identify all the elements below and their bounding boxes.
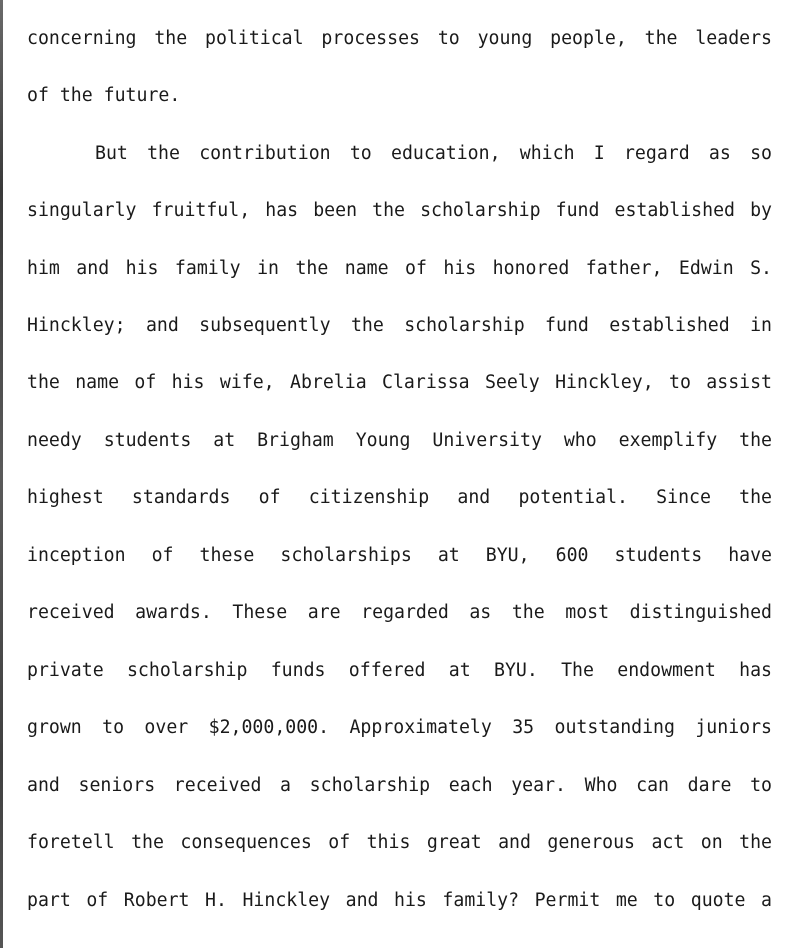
text-line-12: private scholarship funds offered at BYU. The endowment has [27, 660, 772, 681]
text-line-11: received awards. These are regarded as the most distinguished [27, 602, 772, 623]
scan-edge [0, 0, 3, 948]
text-line-2: of the future. [27, 85, 181, 106]
text-line-5: him and his family in the name of his honored father, Edwin S. [27, 258, 772, 279]
text-line-16: part of Robert H. Hinckley and his family? Permit me to quote a [27, 890, 772, 911]
text-line-14: and seniors received a scholarship each year. Who can dare to [27, 775, 772, 796]
text-line-9: highest standards of citizenship and potential. Since the [27, 487, 772, 508]
text-line-13: grown to over $2,000,000. Approximately 35 outstanding juniors [27, 717, 772, 738]
text-line-8: needy students at Brigham Young University who exemplify the [27, 430, 772, 451]
text-line-10: inception of these scholarships at BYU, 600 students have [27, 545, 772, 566]
text-line-15: foretell the consequences of this great and generous act on the [27, 832, 772, 853]
text-line-1: concerning the political processes to young people, the leaders [27, 28, 772, 49]
text-line-4: singularly fruitful, has been the scholarship fund established by [27, 200, 772, 221]
text-line-7: the name of his wife, Abrelia Clarissa Seely Hinckley, to assist [27, 372, 772, 393]
text-line-6: Hinckley; and subsequently the scholarship fund established in [27, 315, 772, 336]
text-line-3: But the contribution to education, which I regard as so [95, 143, 772, 164]
